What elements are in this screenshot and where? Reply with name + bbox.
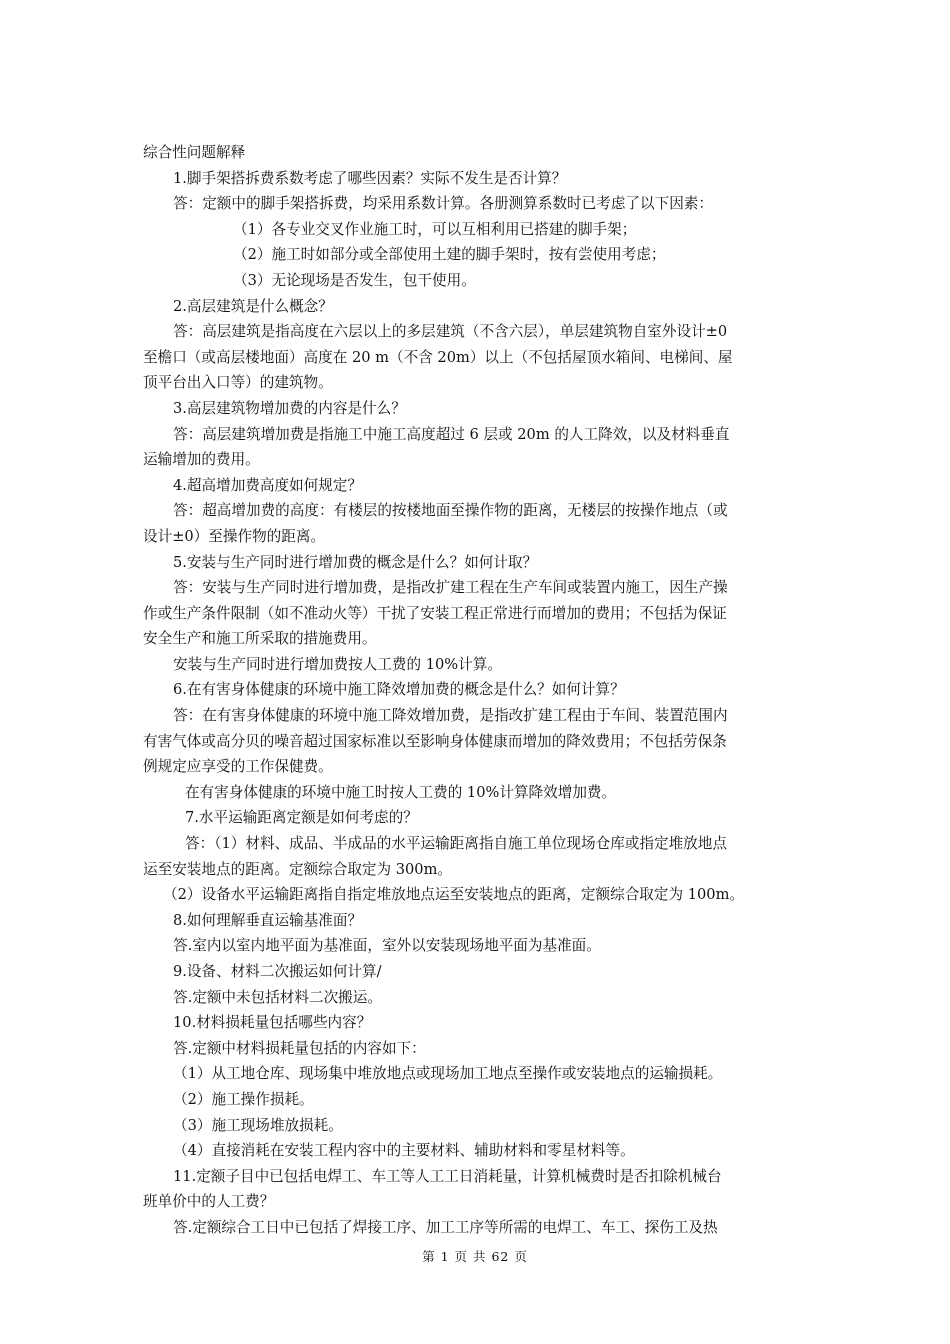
question-1: 1.脚手架搭拆费系数考虑了哪些因素？实际不发生是否计算？ [173,169,567,187]
question-7: 7.水平运输距离定额是如何考虑的？ [185,809,418,827]
answer-1: 答：定额中的脚手架搭拆费，均采用系数计算。各册测算系数时已考虑了以下因素： [173,195,713,213]
answer-2-line-3: 顶平台出入口等）的建筑物。 [143,374,333,392]
answer-4-line-1: 答：超高增加费的高度：有楼层的按楼地面至操作物的距离，无楼层的按操作地点（或 [173,502,728,520]
question-9: 9.设备、材料二次搬运如何计算/ [173,963,382,980]
answer-2-line-1: 答：高层建筑是指高度在六层以上的多层建筑（不含六层），单层建筑物自室外设计±0 [173,323,728,341]
answer-2-line-2: 至檐口（或高层楼地面）高度在 20 m（不含 20m）以上（不包括屋顶水箱间、电梯间、屋 [143,348,733,366]
answer-5-line-4: 安装与生产同时进行增加费按人工费的 10%计算。 [173,655,502,673]
answer-10-item-1: （1）从工地仓库、现场集中堆放地点或现场加工地点至操作或安装地点的运输损耗。 [173,1065,723,1083]
question-2: 2.高层建筑是什么概念？ [173,297,333,315]
answer-7-line-3: （2）设备水平运输距离指自指定堆放地点运至安装地点的距离，定额综合取定为 100m。 [163,886,744,904]
document-title: 综合性问题解释 [143,144,246,161]
question-8: 8.如何理解垂直运输基准面？ [173,911,363,929]
answer-5-line-2: 作或生产条件限制（如不准动火等）干扰了安装工程正常进行而增加的费用；不包括为保证 [143,604,727,622]
answer-11-line-1: 答.定额综合工日中已包括了焊接工序、加工工序等所需的电焊工、车工、探伤工及热 [173,1218,718,1236]
answer-1-item-2: （2）施工时如部分或全部使用土建的脚手架时，按有尝使用考虑； [233,246,666,264]
answer-10: 答.定额中材料损耗量包括的内容如下： [173,1039,426,1057]
answer-10-item-2: （2）施工操作损耗。 [173,1090,314,1108]
answer-8: 答.室内以室内地平面为基准面，室外以安装现场地平面为基准面。 [173,937,601,955]
answer-9: 答.定额中未包括材料二次搬运。 [173,988,382,1006]
answer-5-line-3: 安全生产和施工所采取的措施费用。 [143,630,377,648]
answer-6-line-4: 在有害身体健康的环境中施工时按人工费的 10%计算降效增加费。 [185,783,617,801]
document-body [143,140,813,1241]
question-10: 10.材料损耗量包括哪些内容？ [173,1014,372,1032]
answer-1-item-1: （1）各专业交叉作业施工时，可以互相利用已搭建的脚手架； [233,220,637,238]
question-5: 5.安装与生产同时进行增加费的概念是什么？如何计取？ [173,553,538,571]
question-6: 6.在有害身体健康的环境中施工降效增加费的概念是什么？如何计算？ [173,681,625,699]
answer-7-line-1: 答：（1）材料、成品、半成品的水平运输距离指自施工单位现场仓库或指定堆放地点 [185,835,727,853]
question-11-line-1: 11.定额子目中已包括电焊工、车工等人工工日消耗量，计算机械费时是否扣除机械台 [173,1167,722,1185]
answer-10-item-3: （3）施工现场堆放损耗。 [173,1116,343,1134]
answer-6-line-1: 答：在有害身体健康的环境中施工降效增加费，是指改扩建工程由于车间、装置范围内 [173,707,728,725]
question-11-line-2: 班单价中的人工费？ [143,1193,275,1211]
answer-6-line-2: 有害气体或高分贝的噪音超过国家标准以至影响身体健康而增加的降效费用；不包括劳保条 [143,732,727,750]
answer-4-line-2: 设计±0）至操作物的距离。 [143,527,326,545]
answer-1-item-3: （3）无论现场是否发生，包干使用。 [233,271,476,289]
answer-10-item-4: （4）直接消耗在安装工程内容中的主要材料、辅助材料和零星材料等。 [173,1142,635,1160]
answer-6-line-3: 例规定应享受的工作保健费。 [143,758,333,776]
answer-3-line-2: 运输增加的费用。 [143,451,260,469]
answer-3-line-1: 答：高层建筑增加费是指施工中施工高度超过 6 层或 20m 的人工降效，以及材料垂直 [173,425,730,443]
answer-5-line-1: 答：安装与生产同时进行增加费，是指改扩建工程在生产车间或装置内施工，因生产操 [173,579,728,597]
question-4: 4.超高增加费高度如何规定？ [173,476,363,494]
question-3: 3.高层建筑物增加费的内容是什么？ [173,399,406,417]
page-number-footer: 第 1 页 共 62 页 [422,1249,528,1264]
answer-7-line-2: 运至安装地点的距离。定额综合取定为 300m。 [143,860,453,878]
